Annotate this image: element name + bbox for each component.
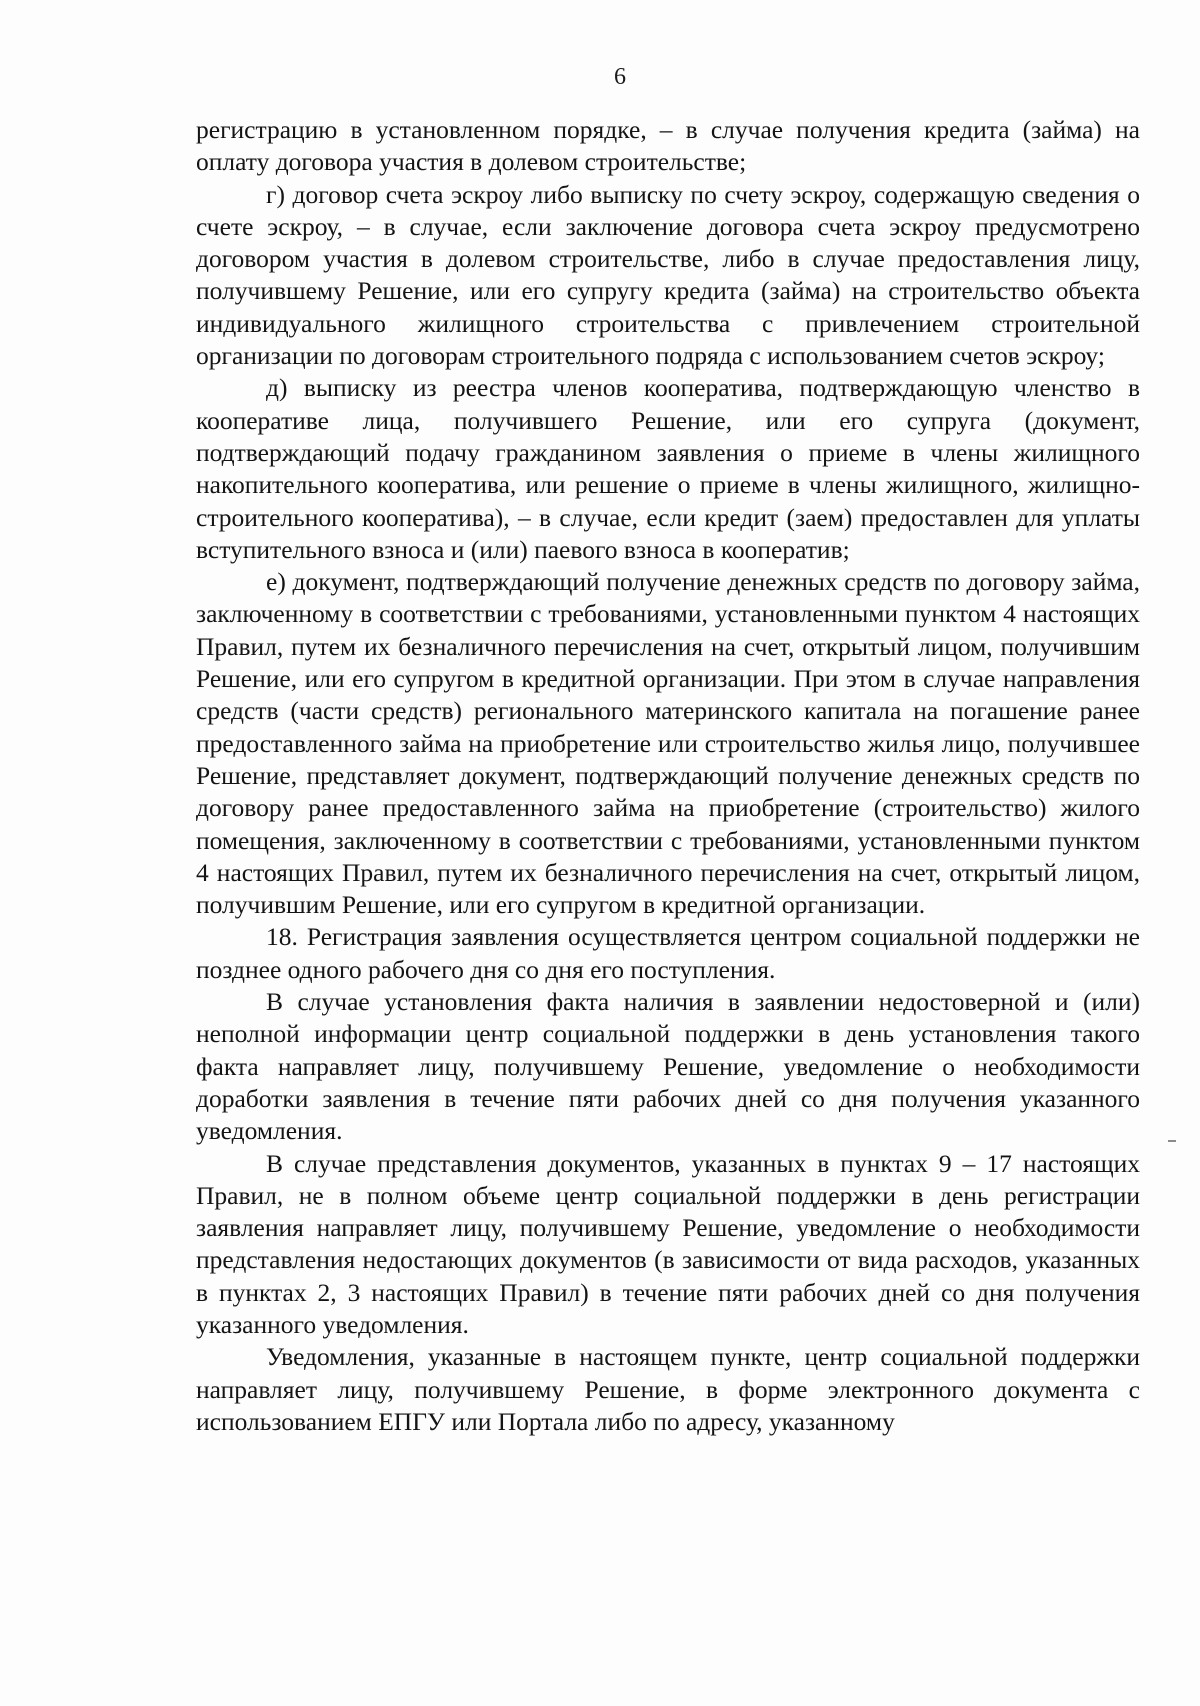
paragraph-item-e: е) документ, подтверждающий получение денежных средств по договору займа, заключенному в соответствии с требованиями, установленными пунктом 4 настоящих Правил, путем их безналичного перечисления на счет, открытый лицом, получившим Решение, или его супругом в кредитной организации. При этом в случае направления средств (части средств) регионального материнского капитала на погашение ранее предоставленного займа на приобретение или строительство жилья лицо, получившее Решение, представляет документ, подтверждающий получение денежных средств по договору ранее предоставленного займа на приобретение (строительство) жилого помещения, заключенному в соответствии с требованиями, установленными пунктом 4 настоящих Правил, путем их безналичного перечисления на счет, открытый лицом, получившим Решение, или его супругом в кредитной организации.	[196, 567, 1140, 920]
page-number: 6	[614, 64, 626, 90]
paragraph-continuation: регистрацию в установленном порядке, – в случае получения кредита (займа) на оплату договора участия в долевом строительстве;	[196, 115, 1140, 177]
scan-artifact-mark	[1168, 1140, 1176, 1142]
document-body	[196, 114, 1140, 1438]
paragraph-point-18-missing-documents: В случае представления документов, указанных в пунктах 9 – 17 настоящих Правил, не в полном объеме центр социальной поддержки в день регистрации заявления направляет лицу, получившему Решение, уведомление о необходимости представления недостающих документов (в зависимости от вида расходов, указанных в пунктах 2, 3 настоящих Правил) в течение пяти рабочих дней со дня получения указанного уведомления.	[196, 1148, 1140, 1339]
paragraph-item-g: г) договор счета эскроу либо выписку по счету эскроу, содержащую сведения о счете эскроу, – в случае, если заключение договора счета эскроу предусмотрено договором участия в долевом строительстве, либо в случае предоставления лицу, получившему Решение, или его супругу кредита (займа) на строительство объекта индивидуального жилищного строительства с привлечением строительной организации по договорам строительного подряда с использованием счетов эскроу;	[196, 179, 1140, 371]
paragraph-point-18: 18. Регистрация заявления осуществляется центром социальной поддержки не позднее одного рабочего дня со дня его поступления.	[196, 922, 1140, 984]
paragraph-point-18-notifications: Уведомления, указанные в настоящем пункте, центр социальной поддержки направляет лицу, получившему Решение, в форме электронного документа с использованием ЕПГУ или Портала либо по адресу, указанному	[196, 1342, 1140, 1436]
paragraph-point-18-incomplete-info: В случае установления факта наличия в заявлении недостоверной и (или) неполной информации центр социальной поддержки в день установления такого факта направляет лицу, получившему Решение, уведомление о необходимости доработки заявления в течение пяти рабочих дней со дня получения указанного уведомления.	[196, 987, 1140, 1146]
paragraph-item-d: д) выписку из реестра членов кооператива, подтверждающую членство в кооперативе лица, получившего Решение, или его супруга (документ, подтверждающий подачу гражданином заявления о приеме в члены жилищного накопительного кооператива, или решение о приеме в члены жилищного, жилищно-строительного кооператива), – в случае, если кредит (заем) предоставлен для уплаты вступительного взноса и (или) паевого взноса в кооператив;	[196, 373, 1140, 564]
